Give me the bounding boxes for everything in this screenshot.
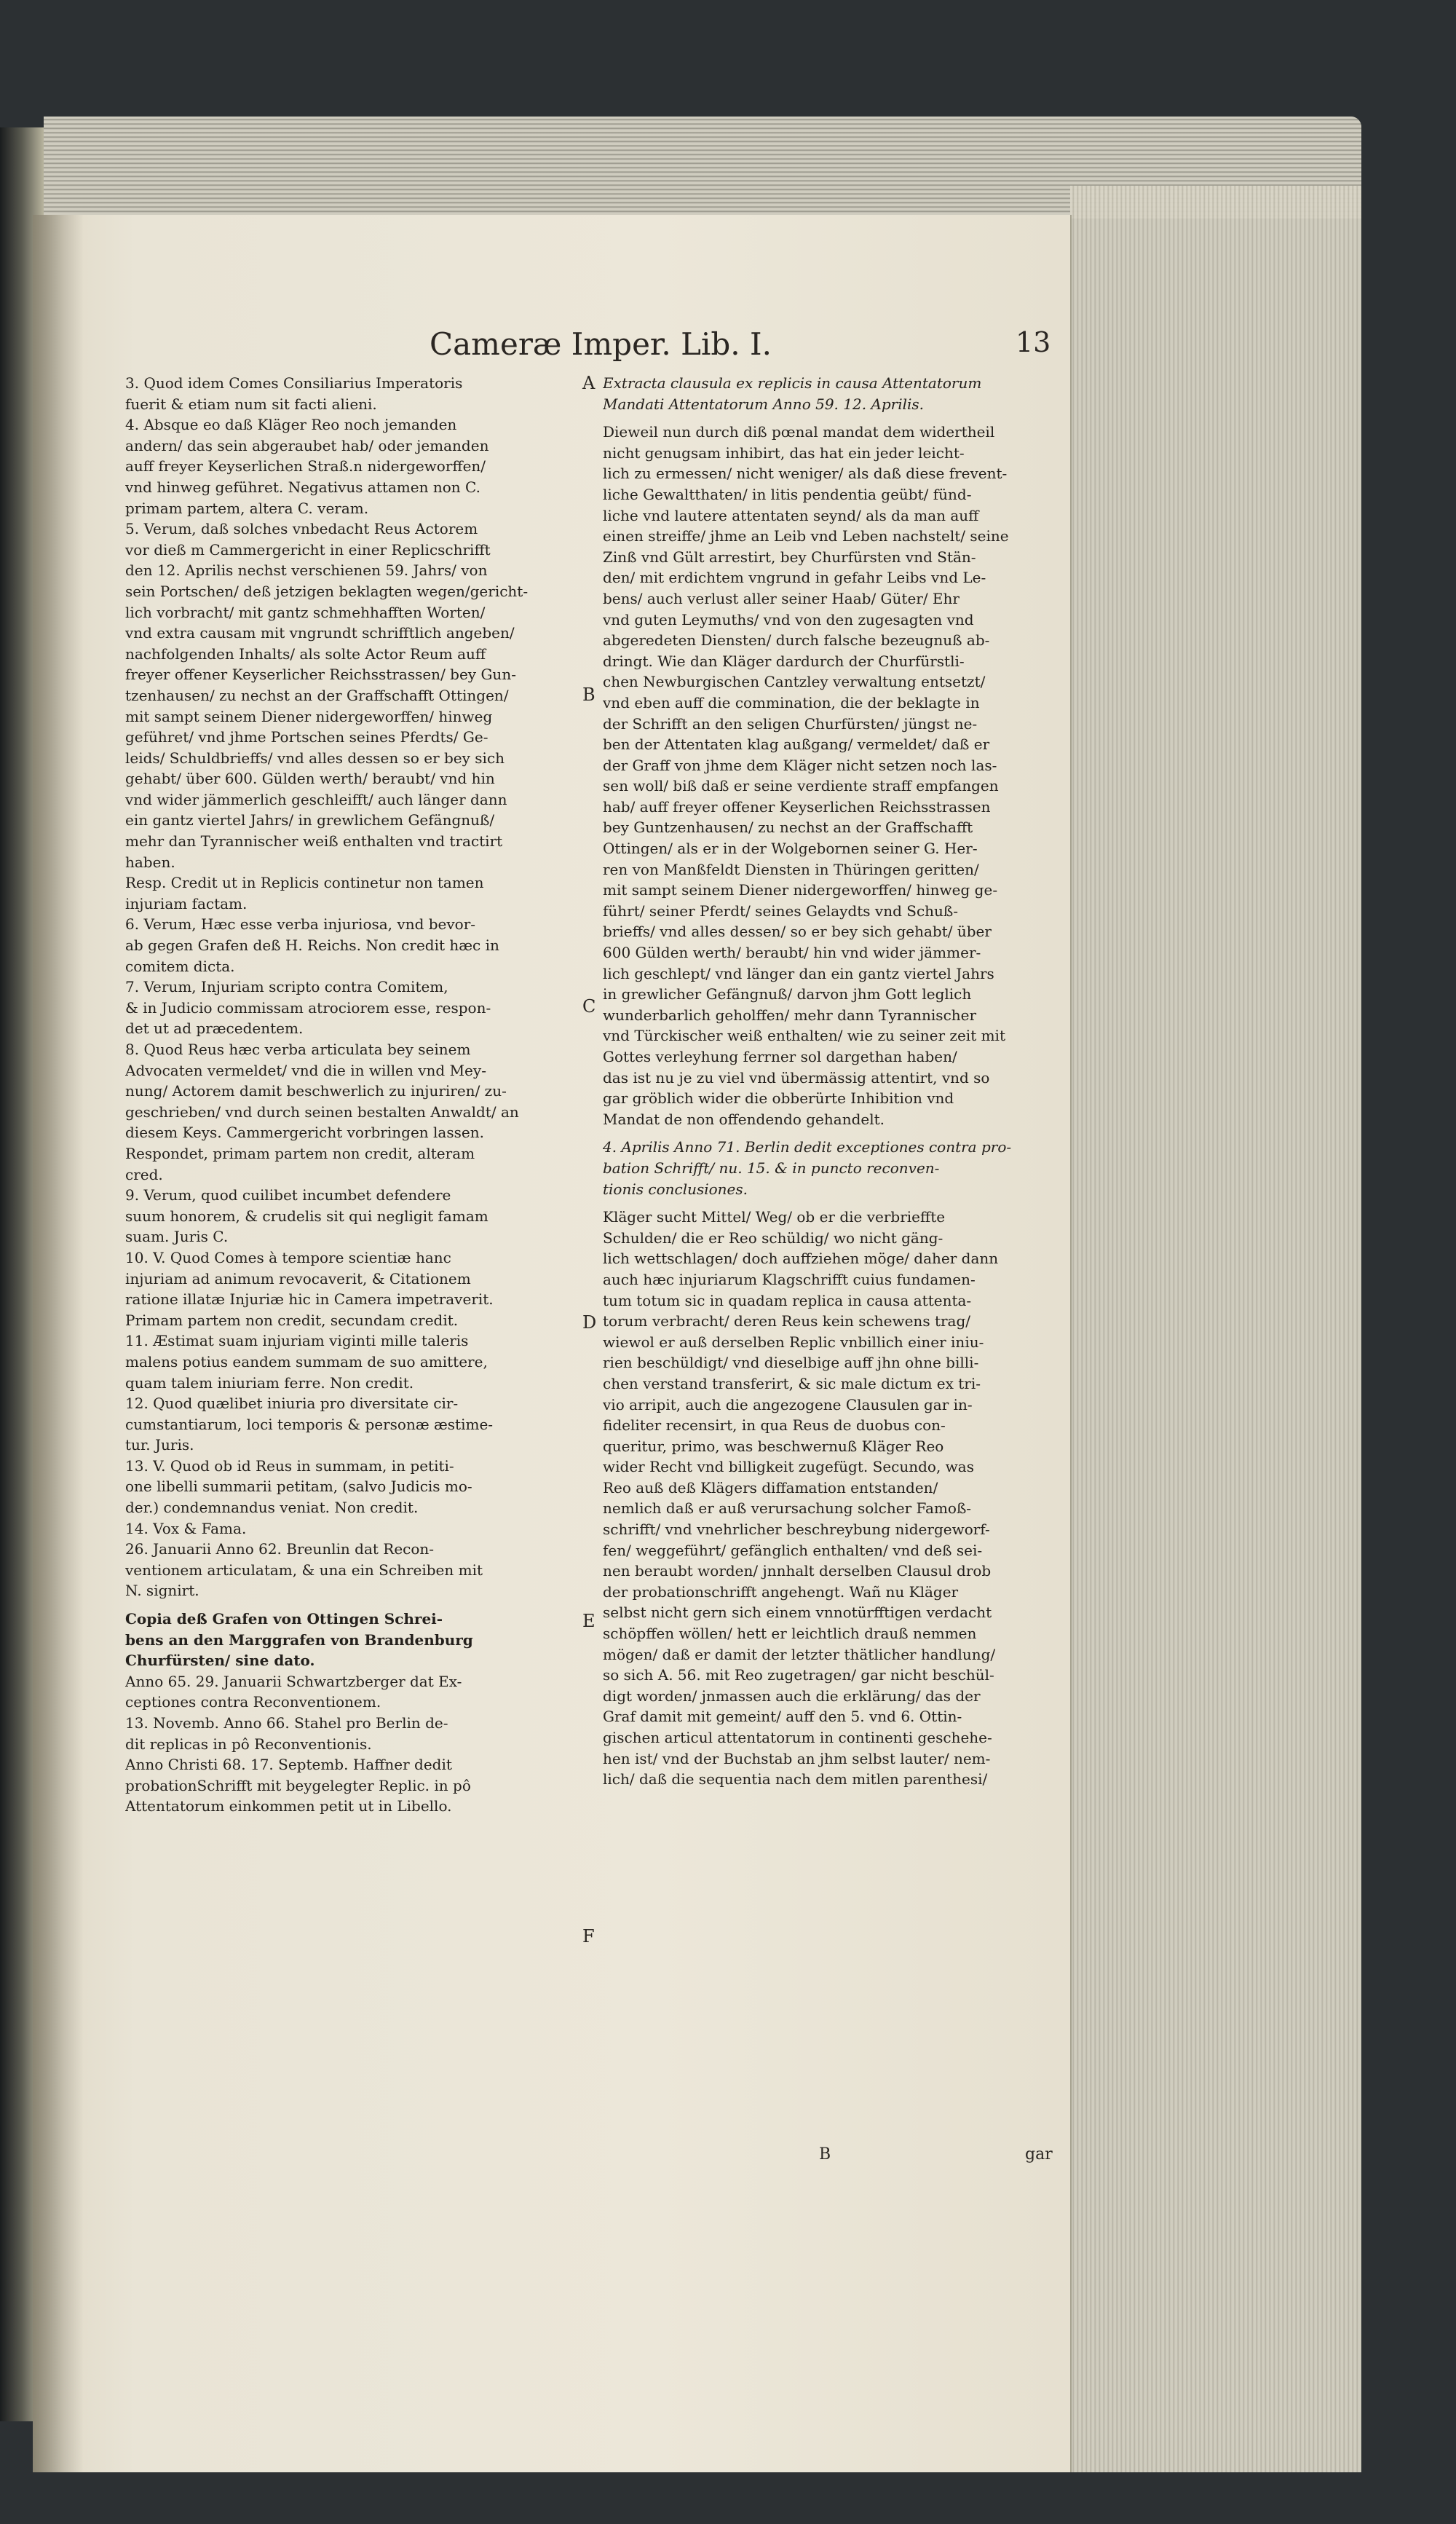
paragraph xyxy=(125,414,580,518)
text-line: so sich A. 56. mit Reo zugetragen/ gar nicht beschül- xyxy=(603,1666,994,1684)
text-line: vnd Türckischer weiß enthalten/ wie zu seiner zeit mit xyxy=(603,1027,1005,1045)
text-line: auch hæc injuriarum Klagschrifft cuius fundamen- xyxy=(603,1270,976,1288)
text-line: ceptiones contra Reconventionem. xyxy=(125,1693,381,1711)
paragraph xyxy=(125,1671,580,1713)
text-line: injuriam ad animum revocaverit, & Citationem xyxy=(125,1269,471,1287)
text-line: vnd guten Leymuths/ vnd von den zugesagten vnd xyxy=(603,610,974,628)
paragraph xyxy=(125,977,580,1039)
text-line: Copia deß Grafen von Ottingen Schrei- xyxy=(125,1610,443,1628)
paragraph xyxy=(603,1207,1048,1790)
text-line: liche Gewaltthaten/ in litis pendentia geübt/ fünd- xyxy=(603,485,972,503)
right-column xyxy=(603,373,1048,1790)
text-line: Attentatorum einkommen petit ut in Libello. xyxy=(125,1797,452,1815)
text-line: suam. Juris C. xyxy=(125,1228,229,1246)
text-line: 600 Gülden werth/ beraubt/ hin vnd wider jämmer- xyxy=(603,944,981,962)
text-line: 13. V. Quod ob id Reus in summam, in petiti- xyxy=(125,1456,454,1475)
text-line: brieffs/ vnd alles dessen/ so er bey sich gehabt/ über xyxy=(603,923,992,941)
margin-letter-a: A xyxy=(582,373,596,393)
text-line: leids/ Schuldbrieffs/ vnd alles dessen so er bey sich xyxy=(125,749,505,767)
margin-letter-c: C xyxy=(582,996,596,1017)
text-line: dringt. Wie dan Kläger dardurch der Churfürstli- xyxy=(603,652,965,670)
text-line: 4. Absque eo daß Kläger Reo noch jemanden xyxy=(125,416,457,434)
text-line: diesem Keys. Cammergericht vorbringen lassen. xyxy=(125,1124,484,1142)
text-line: bation Schrifft/ nu. 15. & in puncto reconven- xyxy=(603,1159,940,1177)
text-line: hen ist/ vnd der Buchstab an jhm selbst lauter/ nem- xyxy=(603,1749,991,1767)
text-line: nen beraubt worden/ jnnhalt derselben Clausul drob xyxy=(603,1562,992,1580)
text-line: 4. Aprilis Anno 71. Berlin dedit exceptiones contra pro- xyxy=(603,1138,1012,1156)
text-line: sen woll/ biß daß er seine verdiente straff empfangen xyxy=(603,777,999,795)
text-line: vnd wider jämmerlich geschleifft/ auch länger dann xyxy=(125,790,507,808)
text-line: vnd eben auff die commination, die der beklagte in xyxy=(603,693,980,711)
spacer xyxy=(603,1129,1048,1137)
text-line: 5. Verum, daß solches vnbedacht Reus Actorem xyxy=(125,520,478,538)
paragraph xyxy=(125,1518,580,1539)
text-line: Churfürsten/ sine dato. xyxy=(125,1652,315,1670)
margin-letter-e: E xyxy=(582,1611,596,1631)
spacer xyxy=(125,1601,580,1609)
text-line: Reo auß deß Klägers diffamation entstanden/ xyxy=(603,1478,938,1496)
text-line: gar gröblich wider die obberürte Inhibition vnd xyxy=(603,1089,954,1108)
paragraph xyxy=(125,1539,580,1601)
text-line: injuriam factam. xyxy=(125,894,248,912)
text-line: 6. Verum, Hæc esse verba injuriosa, vnd bevor- xyxy=(125,915,476,934)
text-line: chen verstand transferirt, & sic male dictum ex tri- xyxy=(603,1374,981,1392)
text-line: Zinß vnd Gült arrestirt, bey Churfürsten vnd Stän- xyxy=(603,548,976,566)
text-line: ventionem articulatam, & una ein Schreiben mit xyxy=(125,1561,483,1579)
paragraph xyxy=(125,1247,580,1330)
text-line: lich geschlept/ vnd länger dan ein gantz viertel Jahrs xyxy=(603,964,994,982)
gutter-shadow xyxy=(33,215,84,2472)
text-line: in grewlicher Gefängnuß/ darvon jhm Gott leglich xyxy=(603,985,972,1003)
paragraph xyxy=(125,1609,580,1671)
text-line: tzenhausen/ zu nechst an der Graffschafft Ottingen/ xyxy=(125,686,509,704)
text-line: nung/ Actorem damit beschwerlich zu injuriren/ zu- xyxy=(125,1082,507,1100)
paragraph xyxy=(125,1456,580,1518)
text-line: das ist nu je zu viel vnd übermässig attentirt, vnd so xyxy=(603,1068,990,1086)
text-line: 7. Verum, Injuriam scripto contra Comitem, xyxy=(125,978,448,996)
text-line: suum honorem, & crudelis sit qui negligit famam xyxy=(125,1207,488,1225)
text-line: Mandati Attentatorum Anno 59. 12. Aprilis. xyxy=(603,395,925,413)
text-line: 26. Januarii Anno 62. Breunlin dat Recon- xyxy=(125,1540,435,1558)
margin-letter-f: F xyxy=(582,1926,595,1947)
text-line: rien beschüldigt/ vnd dieselbige auff jhn ohne billi- xyxy=(603,1354,979,1372)
text-line: geschrieben/ vnd durch seinen bestalten Anwaldt/ an xyxy=(125,1103,519,1121)
text-line: vnd hinweg geführet. Negativus attamen non C. xyxy=(125,478,480,496)
text-line: 3. Quod idem Comes Consiliarius Imperatoris xyxy=(125,374,463,392)
text-line: haben. xyxy=(125,853,175,871)
paragraph xyxy=(125,1393,580,1456)
text-line: wider Recht vnd billigkeit zugefügt. Secundo, was xyxy=(603,1458,974,1476)
text-line: mögen/ daß er damit der letzter thätlicher handlung/ xyxy=(603,1645,996,1663)
text-line: fen/ weggeführt/ gefänglich enthalten/ vnd deß sei- xyxy=(603,1541,983,1559)
text-line: 14. Vox & Fama. xyxy=(125,1519,247,1537)
margin-letter-d: D xyxy=(582,1312,597,1333)
text-line: wunderbarlich geholffen/ mehr dann Tyrannischer xyxy=(603,1006,977,1024)
text-line: & in Judicio commissam atrociorem esse, respon- xyxy=(125,998,491,1017)
text-line: ren von Manßfeldt Diensten in Thüringen geritten/ xyxy=(603,860,979,878)
paragraph xyxy=(603,1137,1048,1199)
text-line: Extracta clausula ex replicis in causa Attentatorum xyxy=(603,374,982,392)
text-line: der Schrifft an den seligen Churfürsten/ jüngst ne- xyxy=(603,714,978,733)
text-line: abgeredeten Diensten/ durch falsche bezeugnuß ab- xyxy=(603,631,990,650)
text-line: vio arripit, auch die angezogene Clausulen gar in- xyxy=(603,1395,973,1413)
text-line: 10. V. Quod Comes à tempore scientiæ hanc xyxy=(125,1248,451,1266)
text-line: comitem dicta. xyxy=(125,957,235,975)
text-line: chen Newburgischen Cantzley verwaltung entsetzt/ xyxy=(603,673,986,691)
text-line: tionis conclusiones. xyxy=(603,1180,748,1198)
text-line: Advocaten vermeldet/ vnd die in willen vnd Mey- xyxy=(125,1061,486,1079)
text-line: ben der Attentaten klag außgang/ vermeldet/ daß er xyxy=(603,735,990,754)
text-line: nemlich daß er auß verursachung solcher Famoß- xyxy=(603,1499,972,1518)
text-line: ein gantz viertel Jahrs/ in grewlichem Gefängnuß/ xyxy=(125,811,495,829)
text-line: dit replicas in pô Reconventionis. xyxy=(125,1735,372,1753)
text-line: N. signirt. xyxy=(125,1582,199,1600)
text-line: digt worden/ jnmassen auch die erklärung/ das der xyxy=(603,1687,981,1705)
text-line: bey Guntzenhausen/ zu nechst an der Graffschafft xyxy=(603,819,973,837)
text-line: Primam partem non credit, secundam credit. xyxy=(125,1311,459,1329)
text-line: lich vorbracht/ mit gantz schmehhafften Worten/ xyxy=(125,603,486,621)
running-head: Cameræ Imper. Lib. I. xyxy=(430,326,772,362)
text-line: selbst nicht gern sich einem vnnotürfftigen verdacht xyxy=(603,1604,992,1622)
text-line: ab gegen Grafen deß H. Reichs. Non credit hæc in xyxy=(125,936,499,955)
text-line: tur. Juris. xyxy=(125,1436,194,1454)
text-line: wiewol er auß derselben Replic vnbillich einer iniu- xyxy=(603,1333,984,1351)
text-line: schöpffen wöllen/ hett er leichtlich drauß nemmen xyxy=(603,1625,977,1643)
text-line: Anno 65. 29. Januarii Schwartzberger dat Ex- xyxy=(125,1672,462,1690)
text-line: geführet/ vnd jhme Portschen seines Pferdts/ Ge- xyxy=(125,728,488,746)
paragraph xyxy=(125,1754,580,1817)
left-column xyxy=(125,373,580,1817)
text-line: lich/ daß die sequentia nach dem mitlen parenthesi/ xyxy=(603,1770,988,1789)
text-line: Schulden/ die er Reo schüldig/ wo nicht gäng- xyxy=(603,1229,943,1247)
text-line: torum verbracht/ deren Reus kein schewens trag/ xyxy=(603,1312,970,1330)
text-line: den 12. Aprilis nechst verschienen 59. Jahrs/ von xyxy=(125,561,488,580)
text-line: Ottingen/ als er in der Wolgebornen seiner G. Her- xyxy=(603,840,978,858)
text-line: cumstantiarum, loci temporis & personæ æstime- xyxy=(125,1415,494,1433)
text-line: 8. Quod Reus hæc verba articulata bey seinem xyxy=(125,1041,471,1058)
text-line: one libelli summarii petitam, (salvo Judicis mo- xyxy=(125,1478,472,1496)
text-line: auff freyer Keyserlichen Straß.n nidergeworffen/ xyxy=(125,457,486,476)
paragraph xyxy=(603,422,1048,1129)
text-line: Resp. Credit ut in Replicis continetur non tamen xyxy=(125,874,484,892)
spacer xyxy=(603,1199,1048,1207)
paragraph xyxy=(125,1039,580,1185)
text-line: lich zu ermessen/ nicht weniger/ als daß diese frevent- xyxy=(603,465,1008,483)
margin-letter-b: B xyxy=(582,685,596,705)
text-line: bens/ auch verlust aller seiner Haab/ Güter/ Ehr xyxy=(603,589,960,607)
text-line: 12. Quod quælibet iniuria pro diversitate cir- xyxy=(125,1395,459,1413)
text-line: Mandat de non offendendo gehandelt. xyxy=(603,1110,885,1128)
text-line: Gottes verleyhung ferrner sol dargethan haben/ xyxy=(603,1048,957,1065)
text-line: fuerit & etiam num sit facti alieni. xyxy=(125,395,377,413)
text-line: nicht genugsam inhibirt, das hat ein jeder leicht- xyxy=(603,443,965,462)
paragraph xyxy=(125,1713,580,1754)
text-line: cred. xyxy=(125,1165,163,1183)
text-line: tum totum sic in quadam replica in causa attenta- xyxy=(603,1291,972,1309)
text-line: bens an den Marggrafen von Brandenburg xyxy=(125,1630,473,1649)
text-line: den/ mit erdichtem vngrund in gefahr Leibs vnd Le- xyxy=(603,569,986,587)
paragraph xyxy=(125,518,580,872)
text-line: fideliter recensirt, in qua Reus de duobus con- xyxy=(603,1416,946,1435)
text-line: führt/ seiner Pferdt/ seines Gelaydts vnd Schuß- xyxy=(603,902,959,920)
text-line: det ut ad præcedentem. xyxy=(125,1020,304,1038)
text-line: vnd extra causam mit vngrundt schrifftlich angeben/ xyxy=(125,624,515,642)
spacer xyxy=(603,414,1048,422)
paragraph xyxy=(603,373,1048,414)
paragraph xyxy=(125,1185,580,1247)
text-line: der.) condemnandus veniat. Non credit. xyxy=(125,1499,419,1517)
paragraph xyxy=(125,373,580,414)
text-line: Dieweil nun durch diß pœnal mandat dem widertheil xyxy=(603,423,995,441)
text-line: 11. Æstimat suam injuriam viginti mille taleris xyxy=(125,1332,469,1350)
text-line: 9. Verum, quod cuilibet incumbet defendere xyxy=(125,1186,451,1204)
text-line: lich wettschlagen/ doch auffziehen möge/ daher dann xyxy=(603,1250,999,1268)
text-line: hab/ auff freyer offener Keyserlichen Reichsstrassen xyxy=(603,797,991,816)
text-line: mehr dan Tyrannischer weiß enthalten vnd tractirt xyxy=(125,832,503,851)
text-line: der Graff von jhme dem Kläger nicht setzen noch las- xyxy=(603,756,997,774)
page-number: 13 xyxy=(1016,326,1051,358)
text-line: liche vnd lautere attentaten seynd/ als da man auff xyxy=(603,506,979,524)
text-line: malens potius eandem summam de suo amittere, xyxy=(125,1352,488,1371)
catchword: gar xyxy=(1025,2145,1053,2164)
text-line: nachfolgenden Inhalts/ als solte Actor Reum auff xyxy=(125,644,486,663)
text-line: mit sampt seinem Diener nidergeworffen/ hinweg ge- xyxy=(603,881,998,899)
text-line: Graf damit mit gemeint/ auff den 5. vnd 6. Ottin- xyxy=(603,1708,962,1726)
text-line: quam talem iniuriam ferre. Non credit. xyxy=(125,1373,414,1392)
text-line: gehabt/ über 600. Gülden werth/ beraubt/ vnd hin xyxy=(125,770,495,788)
text-line: sein Portschen/ deß jetzigen beklagten wegen/gericht- xyxy=(125,582,529,600)
paragraph xyxy=(125,1330,580,1393)
signature-mark: B xyxy=(819,2145,831,2164)
text-line: queritur, primo, was beschwernuß Kläger Reo xyxy=(603,1437,944,1455)
text-line: probationSchrifft mit beygelegter Replic. in pô xyxy=(125,1776,471,1794)
text-line: andern/ das sein abgeraubet hab/ oder jemanden xyxy=(125,436,489,454)
text-line: einen streiffe/ jhme an Leib vnd Leben nachstelt/ seine xyxy=(603,527,1009,545)
text-line: der probationschrifft angehengt. Wañ nu Kläger xyxy=(603,1582,959,1601)
text-line: Kläger sucht Mittel/ Weg/ ob er die verbrieffte xyxy=(603,1208,946,1226)
paragraph xyxy=(125,914,580,977)
text-line: schrifft/ vnd vnehrlicher beschreybung nidergeworf- xyxy=(603,1521,990,1539)
paragraph xyxy=(125,872,580,914)
text-line: freyer offener Keyserlicher Reichsstrassen/ bey Gun- xyxy=(125,666,516,684)
text-line: primam partem, altera C. veram. xyxy=(125,499,369,517)
text-line: Respondet, primam partem non credit, alteram xyxy=(125,1144,475,1162)
text-line: mit sampt seinem Diener nidergeworffen/ hinweg xyxy=(125,707,493,725)
text-line: gischen articul attentatorum in continenti geschehe- xyxy=(603,1729,992,1746)
text-line: 13. Novemb. Anno 66. Stahel pro Berlin de- xyxy=(125,1714,448,1732)
text-line: Anno Christi 68. 17. Septemb. Haffner dedit xyxy=(125,1756,452,1774)
page-fore-edge xyxy=(1070,186,1361,2472)
text-line: vor dieß m Cammergericht in einer Replicschrifft xyxy=(125,540,491,559)
text-line: ratione illatæ Injuriæ hic in Camera impetraverit. xyxy=(125,1290,494,1309)
